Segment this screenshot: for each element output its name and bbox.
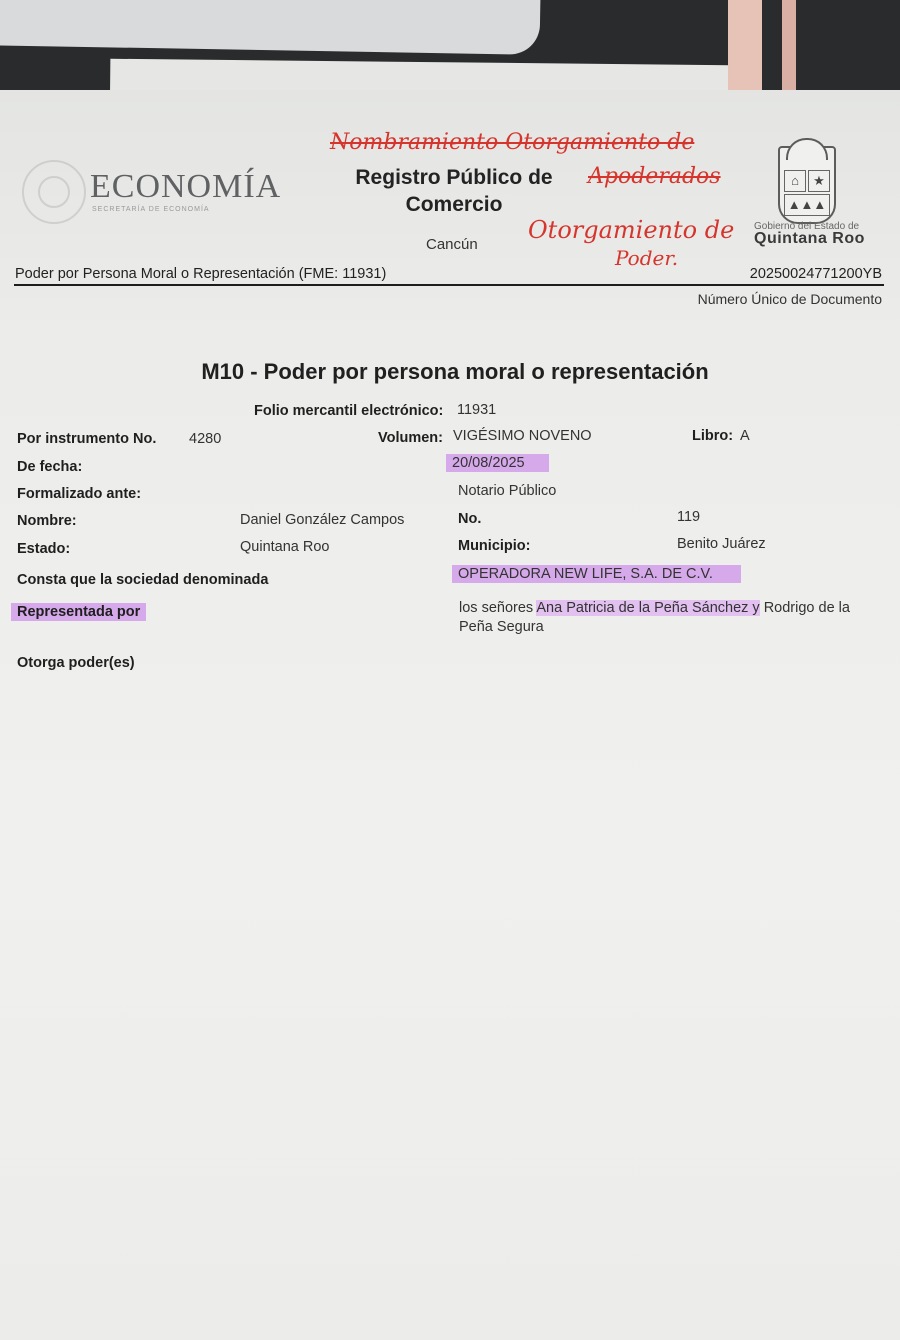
registry-title: Registro Público de Comercio (355, 166, 553, 216)
page-title: M10 - Poder por persona moral o representación (201, 359, 709, 384)
nombre-value: Daniel González Campos (240, 512, 405, 528)
handwritten-note-4: Poder. (615, 246, 679, 270)
representante-2: Rodrigo de la Peña Segura (459, 600, 850, 635)
document-number-label: Número Único de Documento (697, 291, 882, 307)
fecha-label: De fecha: (17, 459, 83, 475)
representante-1: Ana Patricia de la Peña Sánchez y (536, 600, 760, 616)
state-gov-label: Gobierno del Estado de (754, 221, 860, 232)
otorga-label: Otorga poder(es) (17, 655, 135, 671)
city-label: Cancún (426, 236, 478, 253)
libro-value: A (740, 428, 750, 444)
document-number: 20250024771200YB (749, 266, 882, 282)
libro-label: Libro: (692, 428, 734, 444)
folio-label: Folio mercantil electrónico: (254, 403, 444, 419)
nombre-label: Nombre: (17, 513, 77, 529)
municipio-label: Municipio: (458, 538, 531, 554)
notario-no-label: No. (458, 511, 482, 527)
notario-no-value: 119 (677, 509, 701, 525)
background-sheet (0, 0, 540, 55)
estado-label: Estado: (17, 541, 71, 557)
instrumento-label: Por instrumento No. (17, 431, 157, 447)
fecha-value: 20/08/2025 (446, 454, 549, 472)
handwritten-note-struck-2: Apoderados (588, 164, 721, 189)
formalizado-value: Notario Público (458, 483, 557, 499)
mexico-seal-icon (22, 160, 86, 224)
form-name: Poder por Persona Moral o Representación (FME: 11931) (15, 266, 387, 282)
handwritten-note-3: Otorgamiento de (528, 216, 735, 244)
economia-logo-subtitle: SECRETARÍA DE ECONOMÍA (92, 206, 210, 213)
handwritten-note-struck-1: Nombramiento Otorgamiento de (330, 130, 695, 155)
municipio-value: Benito Juárez (677, 536, 766, 552)
formalizado-label: Formalizado ante: (17, 486, 142, 502)
estado-value: Quintana Roo (240, 539, 330, 555)
economia-logo: ECONOMÍA (90, 168, 282, 205)
instrumento-value: 4280 (189, 431, 222, 447)
representada-label: Representada por (11, 603, 146, 621)
representada-value: los señores Ana Patricia de la Peña Sánchez y Rodrigo de la Peña Segura (459, 600, 850, 635)
quintana-roo-crest-icon: ⌂ ★ ▲▲▲ (778, 146, 836, 224)
volumen-value: VIGÉSIMO NOVENO (453, 428, 592, 444)
folio-value: 11931 (457, 402, 497, 418)
header-divider (14, 284, 884, 286)
volumen-label: Volumen: (378, 430, 443, 446)
sociedad-value: OPERADORA NEW LIFE, S.A. DE C.V. (452, 565, 741, 583)
state-name-label: Quintana Roo (754, 230, 865, 247)
sociedad-label: Consta que la sociedad denominada (17, 572, 269, 588)
